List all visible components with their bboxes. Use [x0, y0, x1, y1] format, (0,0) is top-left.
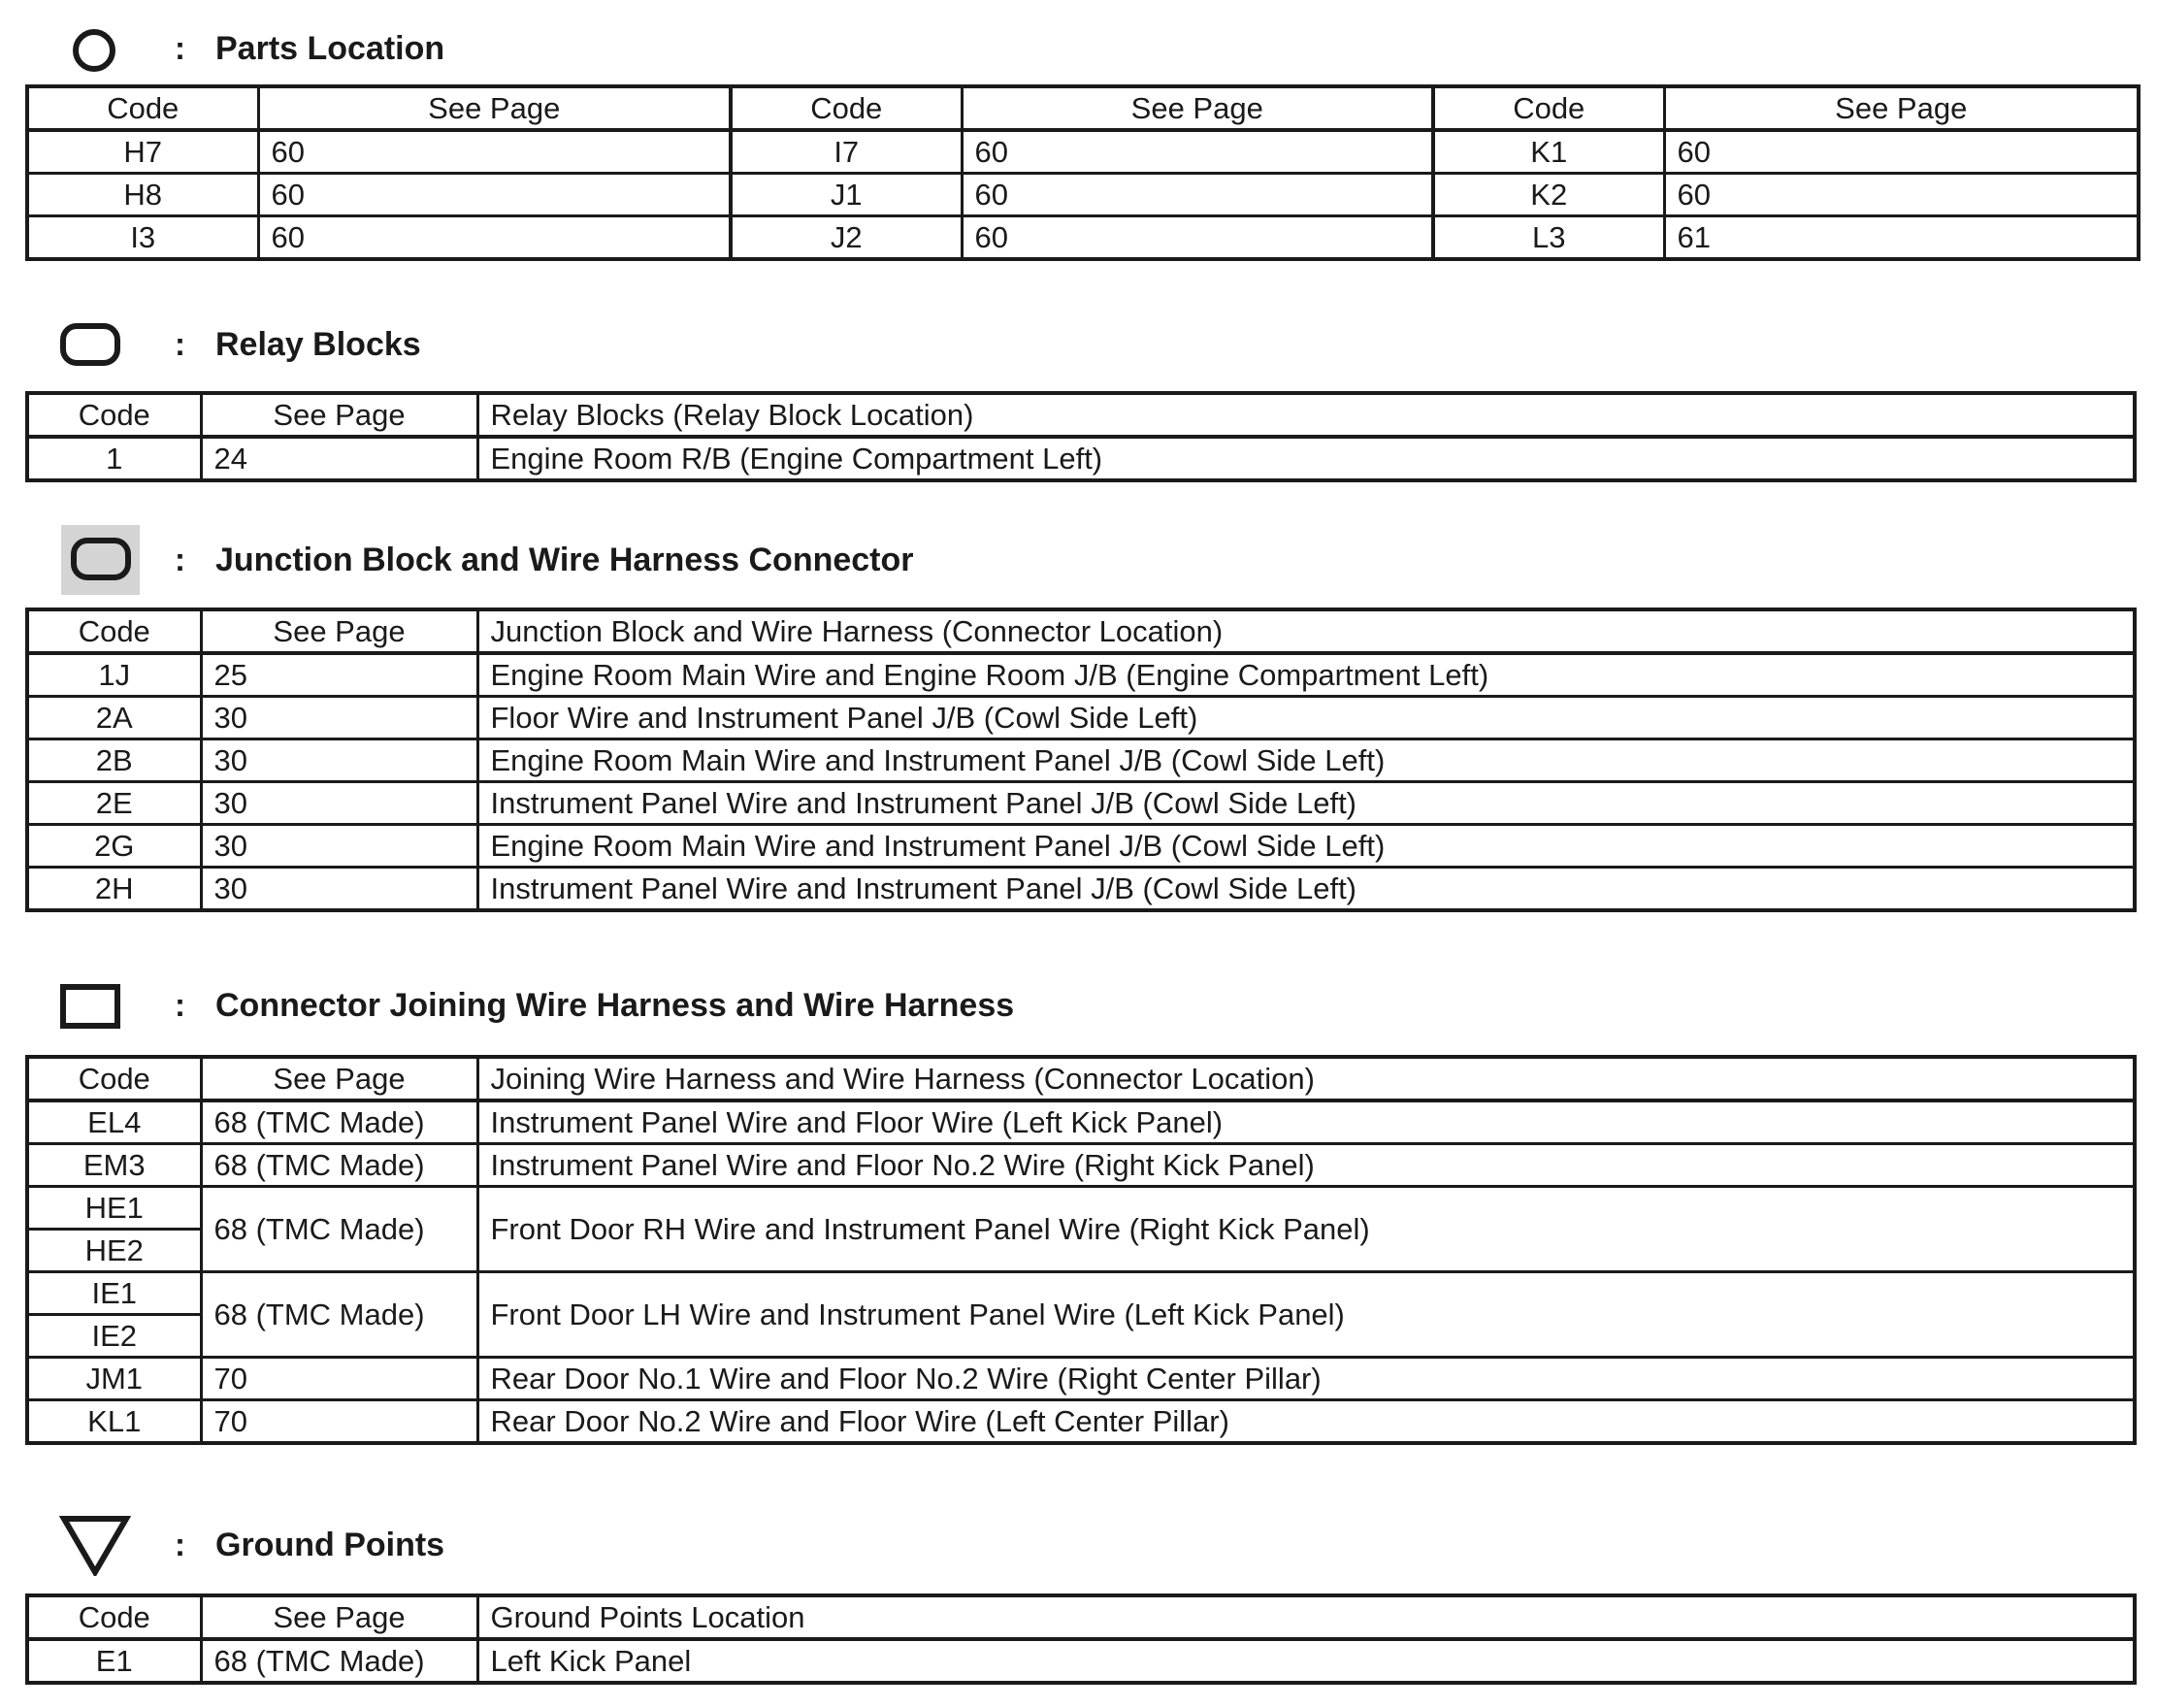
header-description: Joining Wire Harness and Wire Harness (Connector Location)	[477, 1057, 2135, 1100]
page-cell: 68 (TMC Made)	[201, 1100, 477, 1144]
code-cell: 1J	[27, 653, 201, 697]
parts-location-table	[25, 84, 2141, 261]
section-title: Ground Points	[215, 1526, 445, 1563]
ground-points-table	[25, 1593, 2137, 1685]
table-row	[27, 1639, 2135, 1683]
table-header-row	[27, 1057, 2135, 1100]
description-cell: Left Kick Panel	[477, 1639, 2135, 1683]
page-cell: 68 (TMC Made)	[201, 1144, 477, 1187]
square-icon	[60, 984, 120, 1029]
table-row	[27, 437, 2135, 480]
table-row	[27, 1400, 2135, 1444]
page-cell: 60	[962, 216, 1433, 260]
page-cell: 30	[201, 782, 477, 825]
description-cell: Engine Room Main Wire and Instrument Panel J/B (Cowl Side Left)	[477, 825, 2135, 868]
page-cell: 25	[201, 653, 477, 697]
table-row	[27, 653, 2135, 697]
circle-icon	[72, 28, 116, 73]
code-cell: 2H	[27, 868, 201, 911]
page-cell: 68 (TMC Made)	[201, 1639, 477, 1683]
description-cell: Engine Room Main Wire and Instrument Panel J/B (Cowl Side Left)	[477, 739, 2135, 782]
table-row	[27, 868, 2135, 911]
header-see-page: See Page	[201, 609, 477, 653]
rounded-rectangle-icon	[60, 321, 120, 370]
header-see-page: See Page	[962, 86, 1433, 130]
header-see-page: See Page	[201, 1057, 477, 1100]
code-cell: HE2	[27, 1230, 201, 1272]
header-code: Code	[27, 1057, 201, 1100]
colon: :	[175, 326, 185, 362]
table-row	[27, 697, 2135, 739]
code-cell: HE1	[27, 1187, 201, 1230]
colon: :	[175, 542, 185, 577]
section-title: Relay Blocks	[215, 325, 421, 363]
header-code: Code	[27, 609, 201, 653]
table-header-row	[27, 1595, 2135, 1639]
page-cell: 30	[201, 868, 477, 911]
code-cell: H8	[27, 174, 258, 216]
page-cell: 30	[201, 825, 477, 868]
section-title: Parts Location	[215, 29, 445, 67]
header-code: Code	[27, 393, 201, 437]
table-row	[27, 1358, 2135, 1400]
page-cell: 60	[1664, 174, 2139, 216]
description-cell: Instrument Panel Wire and Instrument Panel J/B (Cowl Side Left)	[477, 782, 2135, 825]
page-cell: 24	[201, 437, 477, 480]
triangle-down-icon	[58, 1514, 132, 1576]
table-row	[27, 739, 2135, 782]
description-cell: Instrument Panel Wire and Floor No.2 Wire (Right Kick Panel)	[477, 1144, 2135, 1187]
code-cell: IE2	[27, 1315, 201, 1358]
code-cell: 2A	[27, 697, 201, 739]
colon: :	[175, 987, 185, 1023]
code-cell: EM3	[27, 1144, 201, 1187]
table-row	[27, 1144, 2135, 1187]
description-cell: Rear Door No.2 Wire and Floor Wire (Left Center Pillar)	[477, 1400, 2135, 1444]
code-cell: JM1	[27, 1358, 201, 1400]
description-cell: Instrument Panel Wire and Instrument Panel J/B (Cowl Side Left)	[477, 868, 2135, 911]
table-row	[27, 1187, 2135, 1230]
header-code: Code	[27, 86, 258, 130]
description-cell: Rear Door No.1 Wire and Floor No.2 Wire (Right Center Pillar)	[477, 1358, 2135, 1400]
header-description: Junction Block and Wire Harness (Connector Location)	[477, 609, 2135, 653]
page-cell: 68 (TMC Made)	[201, 1272, 477, 1358]
connector-joining-table	[25, 1055, 2137, 1445]
code-cell: IE1	[27, 1272, 201, 1315]
header-code: Code	[1433, 86, 1664, 130]
shaded-rounded-rectangle-icon	[61, 525, 140, 595]
table-row	[27, 782, 2135, 825]
page-cell: 60	[962, 174, 1433, 216]
table-header-row	[27, 86, 2139, 130]
header-code: Code	[27, 1595, 201, 1639]
code-cell: E1	[27, 1639, 201, 1683]
table-row	[27, 174, 2139, 216]
header-see-page: See Page	[1664, 86, 2139, 130]
code-cell: 2E	[27, 782, 201, 825]
description-cell: Engine Room Main Wire and Engine Room J/B (Engine Compartment Left)	[477, 653, 2135, 697]
colon: :	[175, 30, 185, 66]
page-cell: 30	[201, 697, 477, 739]
page-cell: 60	[258, 174, 731, 216]
table-row	[27, 216, 2139, 260]
code-cell: EL4	[27, 1100, 201, 1144]
table-header-row	[27, 609, 2135, 653]
header-code: Code	[731, 86, 962, 130]
header-see-page: See Page	[201, 393, 477, 437]
header-description: Relay Blocks (Relay Block Location)	[477, 393, 2135, 437]
code-cell: I7	[731, 130, 962, 174]
page-cell: 70	[201, 1358, 477, 1400]
table-row	[27, 1272, 2135, 1315]
code-cell: I3	[27, 216, 258, 260]
code-cell: 2B	[27, 739, 201, 782]
page-cell: 70	[201, 1400, 477, 1444]
table-header-row	[27, 393, 2135, 437]
header-see-page: See Page	[258, 86, 731, 130]
table-row	[27, 1100, 2135, 1144]
page-cell: 68 (TMC Made)	[201, 1187, 477, 1272]
page-cell: 60	[258, 130, 731, 174]
code-cell: K1	[1433, 130, 1664, 174]
table-row	[27, 130, 2139, 174]
page-cell: 60	[962, 130, 1433, 174]
page-cell: 61	[1664, 216, 2139, 260]
page-cell: 60	[1664, 130, 2139, 174]
code-cell: J1	[731, 174, 962, 216]
page-cell: 30	[201, 739, 477, 782]
description-cell: Floor Wire and Instrument Panel J/B (Cowl Side Left)	[477, 697, 2135, 739]
page-cell: 60	[258, 216, 731, 260]
description-cell: Instrument Panel Wire and Floor Wire (Left Kick Panel)	[477, 1100, 2135, 1144]
section-title: Junction Block and Wire Harness Connector	[215, 541, 914, 578]
code-cell: K2	[1433, 174, 1664, 216]
section-title: Connector Joining Wire Harness and Wire Harness	[215, 986, 1015, 1024]
code-cell: 1	[27, 437, 201, 480]
code-cell: KL1	[27, 1400, 201, 1444]
code-cell: 2G	[27, 825, 201, 868]
description-cell: Front Door RH Wire and Instrument Panel Wire (Right Kick Panel)	[477, 1187, 2135, 1272]
description-cell: Engine Room R/B (Engine Compartment Left)	[477, 437, 2135, 480]
relay-blocks-table	[25, 391, 2137, 482]
header-see-page: See Page	[201, 1595, 477, 1639]
code-cell: J2	[731, 216, 962, 260]
code-cell: L3	[1433, 216, 1664, 260]
header-description: Ground Points Location	[477, 1595, 2135, 1639]
colon: :	[175, 1527, 185, 1562]
code-cell: H7	[27, 130, 258, 174]
table-row	[27, 825, 2135, 868]
junction-block-table	[25, 608, 2137, 912]
description-cell: Front Door LH Wire and Instrument Panel Wire (Left Kick Panel)	[477, 1272, 2135, 1358]
